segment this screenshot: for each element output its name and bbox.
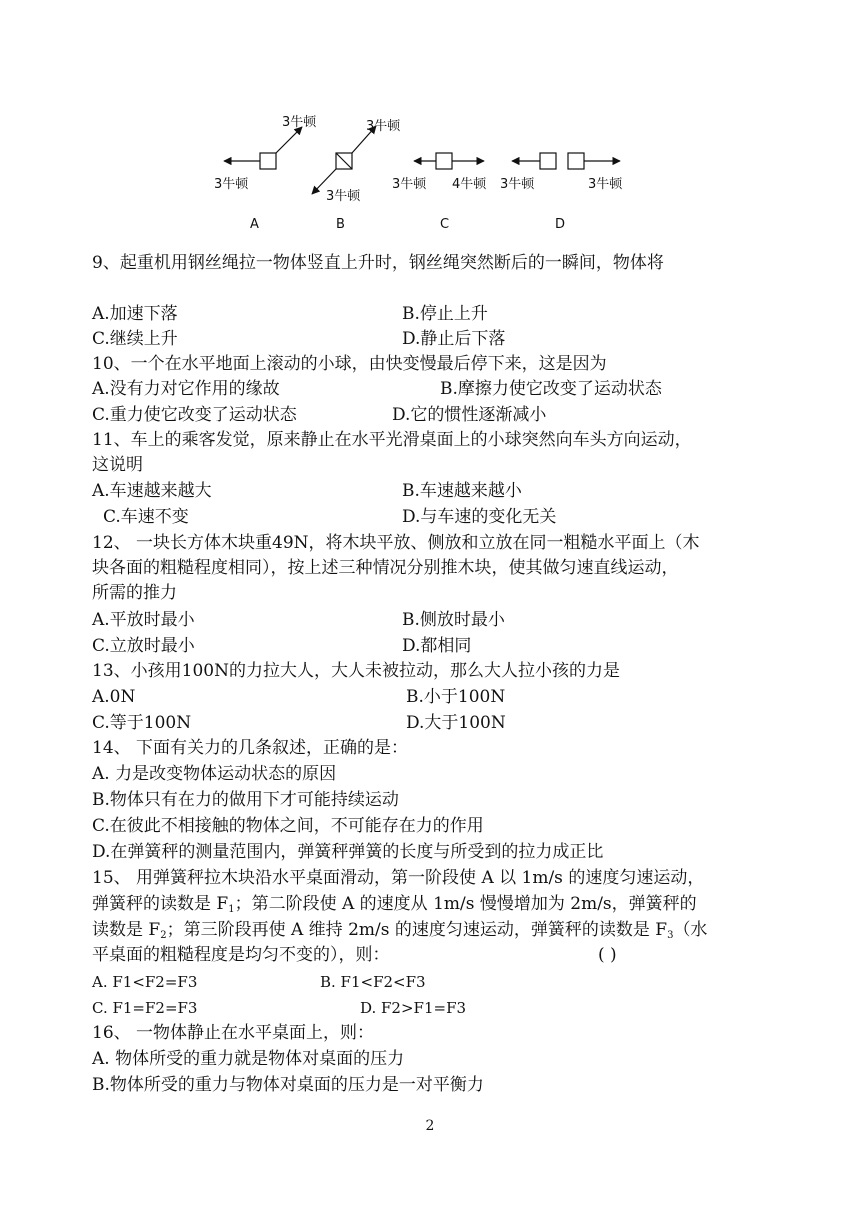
q13-option-c: C.等于100N [92, 713, 192, 733]
q11-stem-line2: 这说明 [92, 455, 143, 475]
q15-option-d: D. F2>F1=F3 [360, 999, 467, 1017]
q9-stem: 9、起重机用钢丝绳拉一物体竖直上升时，钢丝绳突然断后的一瞬间，物体将 [92, 253, 664, 273]
q12-option-d: D.都相同 [402, 636, 472, 656]
q11-option-b: B.车速越来越小 [402, 481, 522, 501]
q9-option-a: A.加速下落 [92, 304, 178, 324]
q9-option-b: B.停止上升 [402, 304, 488, 324]
diagram-b [312, 118, 401, 232]
diagram-a [214, 114, 317, 232]
q10-option-d: D.它的惯性逐渐减小 [392, 405, 547, 425]
diagram-b-label-top: 3牛顿 [366, 119, 401, 134]
q15-stem-line3: 读数是 $F_2$；第三阶段再使 A 维持 2m/s 的速度匀速运动，弹簧秤的读数是 $F_3$（水 [92, 920, 708, 941]
q16-option-b: B.物体所受的重力与物体对桌面的压力是一对平衡力 [92, 1075, 484, 1095]
q14-option-a: A. 力是改变物体运动状态的原因 [92, 764, 337, 784]
diagram-c-label-left: 3牛顿 [392, 177, 427, 192]
q16-option-a: A. 物体所受的重力就是物体对桌面的压力 [92, 1049, 405, 1069]
q15-option-b: B. F1<F2<F3 [320, 973, 426, 991]
q12-option-b: B.侧放时最小 [402, 610, 505, 630]
q10-stem: 10、一个在水平地面上滚动的小球，由快变慢最后停下来，这是因为 [92, 354, 607, 374]
q13-option-b: B.小于100N [406, 687, 506, 707]
diagram-d-option: D [555, 217, 566, 232]
diagram-d [500, 153, 623, 232]
q15-stem-line4: 平桌面的粗糙程度是均匀不变的），则： [92, 945, 390, 965]
q9-option-c: C.继续上升 [92, 329, 178, 349]
diagram-a-label-diagonal: 3牛顿 [282, 115, 317, 130]
q11-option-d: D.与车速的变化无关 [402, 507, 557, 527]
q9-option-d: D.静止后下落 [402, 329, 506, 349]
diagram-b-label-bottom: 3牛顿 [326, 189, 361, 204]
q14-option-d: D.在弹簧秤的测量范围内，弹簧秤弹簧的长度与所受到的拉力成正比 [92, 842, 604, 862]
q13-option-a: A.0N [92, 687, 136, 707]
q12-option-c: C.立放时最小 [92, 636, 195, 656]
q12-stem-line3: 所需的推力 [92, 583, 177, 603]
diagram-d-label-left: 3牛顿 [500, 177, 535, 192]
q11-option-a: A.车速越来越大 [92, 481, 212, 501]
diagram-d-label-right: 3牛顿 [588, 177, 623, 192]
q11-option-c: C.车速不变 [103, 507, 189, 527]
q10-option-c: C.重力使它改变了运动状态 [92, 405, 297, 425]
q11-stem-line1: 11、车上的乘客发觉，原来静止在水平光滑桌面上的小球突然向车头方向运动， [92, 430, 692, 450]
q14-stem: 14、 下面有关力的几条叙述，正确的是： [92, 738, 409, 758]
page-number: 2 [425, 1118, 435, 1134]
q12-option-a: A.平放时最小 [92, 610, 195, 630]
q14-option-b: B.物体只有在力的做用下才可能持续运动 [92, 790, 399, 810]
q13-option-d: D.大于100N [406, 713, 506, 733]
q13-stem: 13、小孩用100N的力拉大人，大人未被拉动，那么大人拉小孩的力是 [92, 661, 620, 681]
diagram-a-option: A [250, 217, 259, 232]
q10-option-b: B.摩擦力使它改变了运动状态 [440, 379, 662, 399]
q12-stem-line1: 12、 一块长方体木块重49N，将木块平放、侧放和立放在同一粗糙水平面上（木 [92, 533, 700, 553]
q16-stem: 16、 一物体静止在水平桌面上，则： [92, 1023, 375, 1043]
diagram-c-option: C [440, 217, 450, 232]
q15-option-c: C. F1=F2=F3 [92, 999, 198, 1017]
q15-stem-line1: 15、 用弹簧秤拉木块沿水平桌面滑动，第一阶段使 A 以 1m/s 的速度匀速运动， [92, 868, 705, 888]
diagram-c-label-right: 4牛顿 [452, 177, 487, 192]
q15-answer-blank: ( ) [598, 945, 617, 965]
q15-option-a: A. F1<F2=F3 [92, 973, 198, 991]
diagram-b-option: B [336, 217, 345, 232]
force-diagram [200, 108, 650, 238]
q15-stem-line2: 弹簧秤的读数是 $F_1$；第二阶段使 A 的速度从 1m/s 慢慢增加为 2m/s，弹簧秤的 [92, 894, 697, 915]
q14-option-c: C.在彼此不相接触的物体之间，不可能存在力的作用 [92, 816, 484, 836]
q10-option-a: A.没有力对它作用的缘故 [92, 379, 280, 399]
force-diagram-svg [200, 108, 650, 238]
diagram-c [392, 153, 487, 232]
diagram-a-label-left: 3牛顿 [214, 177, 249, 192]
q12-stem-line2: 块各面的粗糙程度相同），按上述三种情况分别推木块，使其做匀速直线运动， [92, 558, 679, 578]
